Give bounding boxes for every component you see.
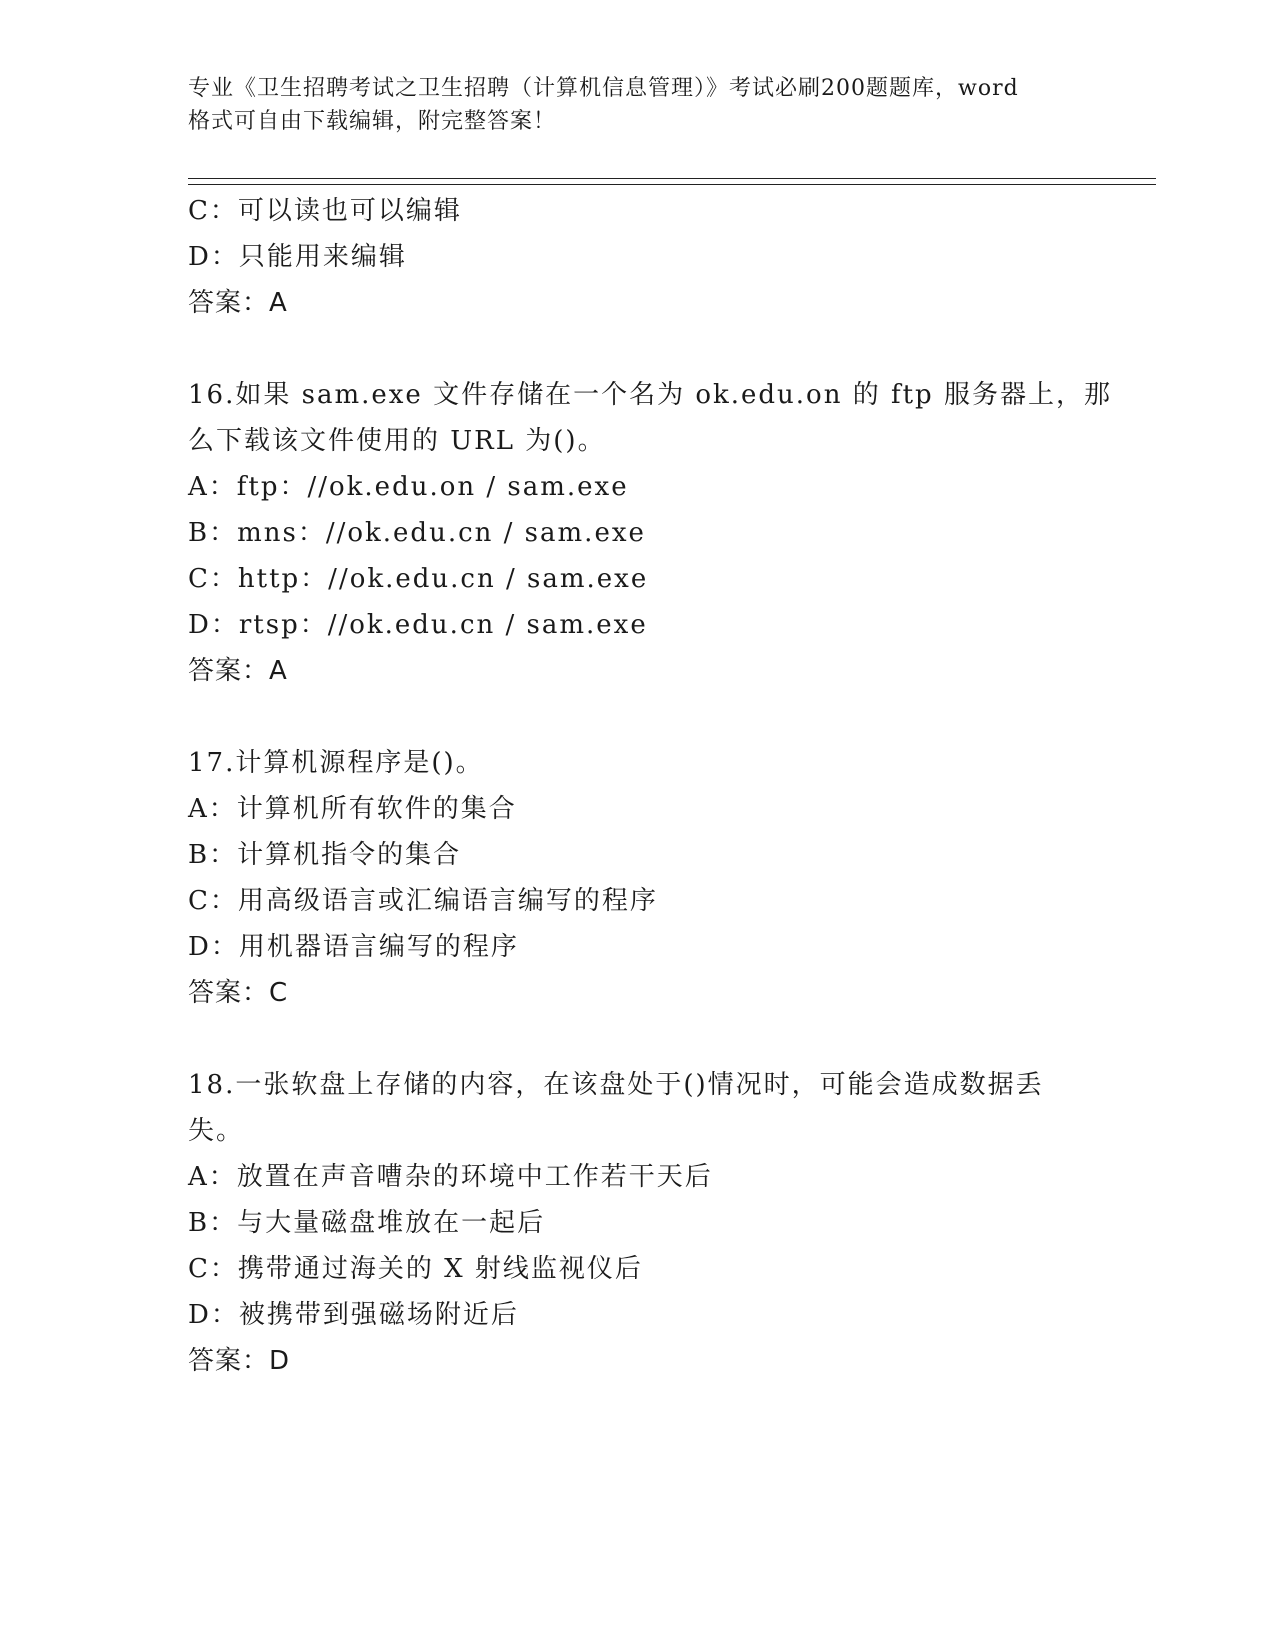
option-a: A：计算机所有软件的集合 (188, 794, 517, 824)
option-c: C：http：//ok.edu.cn / sam.exe (188, 564, 649, 594)
option-b: B：mns：//ok.edu.cn / sam.exe (188, 518, 646, 548)
answer: 答案：C (188, 978, 289, 1008)
option-d: D：用机器语言编写的程序 (188, 932, 519, 962)
question-content (188, 188, 1112, 1384)
spacer (188, 326, 1088, 372)
option-a: A：ftp：//ok.edu.on / sam.exe (188, 472, 629, 502)
question-17 (188, 740, 1088, 1016)
option-c: C：用高级语言或汇编语言编写的程序 (188, 886, 658, 916)
option-b: B：计算机指令的集合 (188, 840, 462, 870)
option-a: A：放置在声音嘈杂的环境中工作若干天后 (188, 1162, 713, 1192)
answer: 答案：A (188, 656, 288, 686)
spacer (188, 1016, 1088, 1062)
question-stem-cont: 么下载该文件使用的 URL 为()。 (188, 426, 606, 456)
header-title-line-2: 格式可自由下载编辑，附完整答案！ (188, 109, 557, 134)
question-16 (188, 372, 1112, 694)
question-stem: 17.计算机源程序是()。 (188, 748, 484, 778)
question-18 (188, 1062, 1088, 1384)
question-stem-cont: 失。 (188, 1116, 245, 1146)
spacer (188, 694, 1088, 740)
document-header (188, 72, 1088, 138)
option-d: D：被携带到强磁场附近后 (188, 1300, 519, 1330)
prev-option-c: C：可以读也可以编辑 (188, 196, 462, 226)
question-stem: 18.一张软盘上存储的内容，在该盘处于()情况时，可能会造成数据丢 (188, 1070, 1044, 1100)
prev-answer: 答案：A (188, 288, 288, 318)
answer: 答案：D (188, 1346, 291, 1376)
prev-option-d: D：只能用来编辑 (188, 242, 407, 272)
option-c: C：携带通过海关的 X 射线监视仪后 (188, 1254, 643, 1284)
question-stem: 16.如果 sam.exe 文件存储在一个名为 ok.edu.on 的 ftp 服务器上，那 (188, 380, 1112, 410)
option-d: D：rtsp：//ok.edu.cn / sam.exe (188, 610, 648, 640)
option-b: B：与大量磁盘堆放在一起后 (188, 1208, 546, 1238)
header-double-rule (188, 178, 1156, 185)
header-title-line-1: 专业《卫生招聘考试之卫生招聘（计算机信息管理）》考试必刷200题题库，word (188, 76, 1019, 101)
